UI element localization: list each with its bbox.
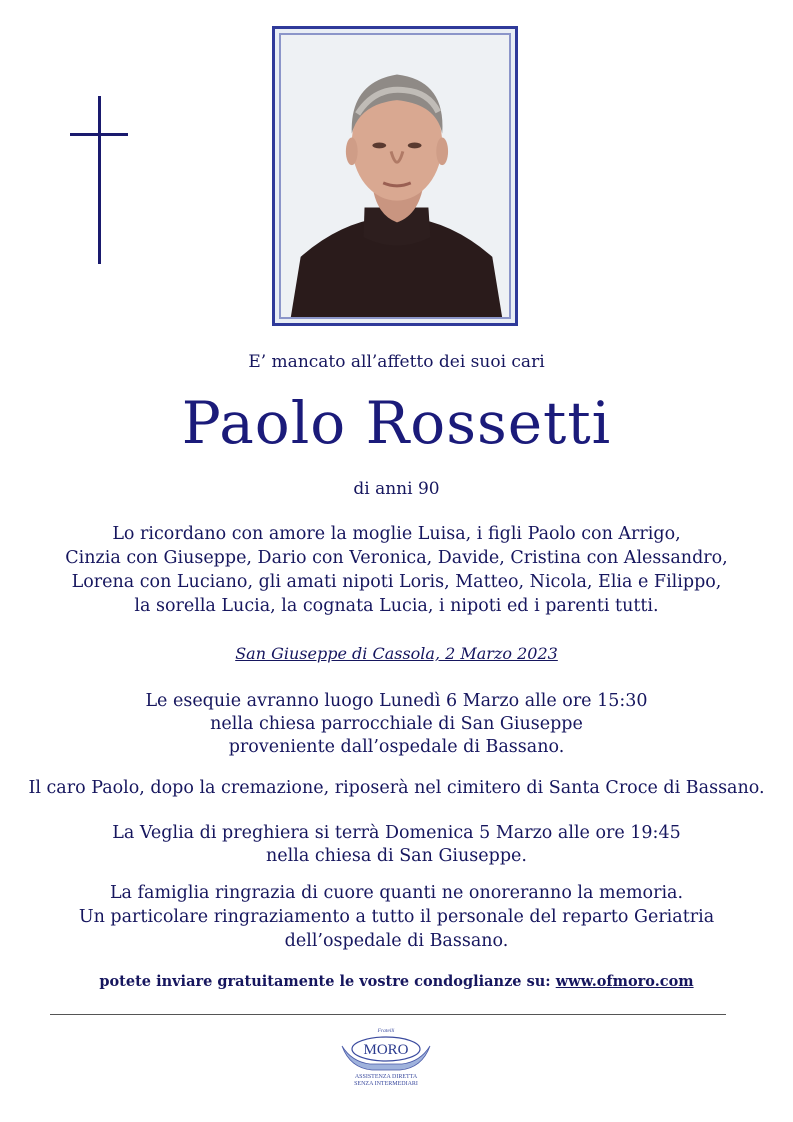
mourners-line: Lo ricordano con amore la moglie Luisa, i figli Paolo con Arrigo, xyxy=(112,524,681,544)
funeral-line: Le esequie avranno luogo Lunedì 6 Marzo alle ore 15:30 xyxy=(145,691,648,711)
thanks-line: Un particolare ringraziamento a tutto il personale del reparto Geriatria xyxy=(78,907,715,927)
logo-brand-text: MORO xyxy=(363,1042,409,1058)
funeral-line: proveniente dall’ospedale di Bassano. xyxy=(228,737,565,757)
cremation-text: Il caro Paolo, dopo la cremazione, riposerà nel cimitero di Santa Croce di Bassano. xyxy=(28,778,765,798)
intro-text: E’ mancato all’affetto dei suoi cari xyxy=(248,352,545,372)
logo-tagline-1: ASSISTENZA DIRETTA xyxy=(354,1074,418,1080)
mourners-line: Cinzia con Giuseppe, Dario con Veronica, Davide, Cristina con Alessandro, xyxy=(65,548,728,568)
cross-icon xyxy=(70,96,130,266)
funeral-paragraph xyxy=(0,690,793,759)
vigil-paragraph xyxy=(0,822,793,868)
condolences-text: potete inviare gratuitamente le vostre condoglianze su: xyxy=(99,973,551,990)
condolences-note xyxy=(0,972,793,992)
mourners-paragraph xyxy=(0,522,793,618)
age-text: di anni 90 xyxy=(353,479,440,499)
portrait-frame xyxy=(272,26,518,326)
funeral-home-logo xyxy=(336,1024,436,1090)
funeral-line: nella chiesa parrocchiale di San Giuseppe xyxy=(210,714,583,734)
deceased-name: Paolo Rossetti xyxy=(181,389,612,457)
mourners-line: Lorena con Luciano, gli amati nipoti Loris, Matteo, Nicola, Elia e Filippo, xyxy=(71,572,722,592)
thanks-line: La famiglia ringrazia di cuore quanti ne onoreranno la memoria. xyxy=(109,883,684,903)
mourners-line: la sorella Lucia, la cognata Lucia, i nipoti ed i parenti tutti. xyxy=(134,596,659,616)
divider xyxy=(50,1014,726,1015)
condolences-link[interactable]: www.ofmoro.com xyxy=(555,973,694,990)
thanks-line: dell’ospedale di Bassano. xyxy=(284,931,509,951)
place-date: San Giuseppe di Cassola, 2 Marzo 2023 xyxy=(235,644,558,663)
vigil-line: nella chiesa di San Giuseppe. xyxy=(266,846,527,866)
logo-tagline-2: SENZA INTERMEDIARI xyxy=(354,1081,418,1087)
logo-top-text: Fratelli xyxy=(377,1028,395,1034)
vigil-line: La Veglia di preghiera si terrà Domenica 5 Marzo alle ore 19:45 xyxy=(112,823,681,843)
portrait-photo xyxy=(279,33,511,319)
thanks-paragraph xyxy=(0,881,793,953)
